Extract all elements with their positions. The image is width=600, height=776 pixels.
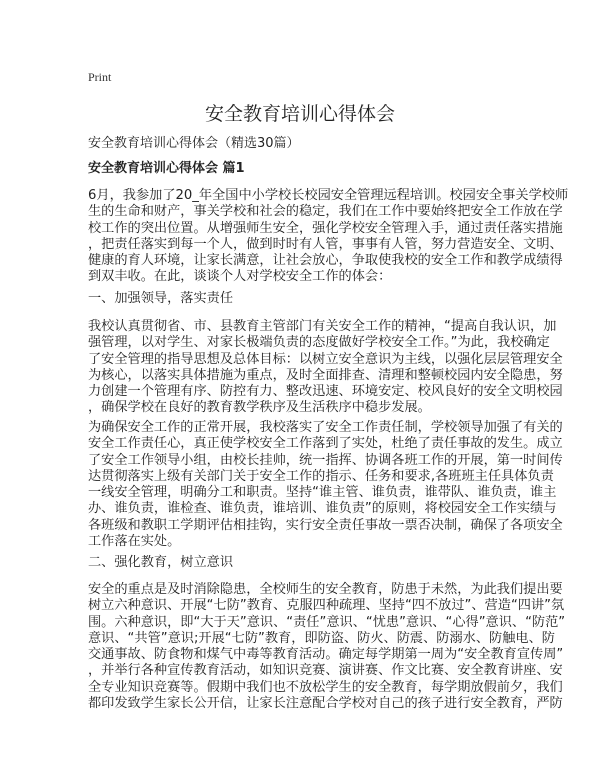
page-title: 安全教育培训心得体会 [204, 103, 395, 125]
subtitle: 安全教育培训心得体会（精选30篇） [88, 136, 300, 151]
text-line: 我校认真贯彻省、市、县教育主管部门有关安全工作的精神，“提高自我认识，加 [88, 319, 557, 334]
section-title [88, 291, 233, 307]
text-line: 为确保安全工作的正常开展，我校落实了安全工作责任制，学校领导加强了有关的 [88, 420, 563, 435]
text-line: 一线安全管理，明确分工和职责。坚持“谁主管、谁负责，谁带队、谁负责，谁主 [88, 485, 557, 501]
text-line: 办、谁负责，谁检查、谁负责，谁培训、谁负责”的原则，将校园安全工作实绩与 [88, 501, 557, 517]
text-line: 了安全管理的指导思想及总体目标：以树立安全意识为主线，以强化层层管理安全 [88, 351, 563, 367]
text-line: 力创建一个管理有序、防控有力、整改迅速、环境安定、校风良好的安全文明校园 [88, 384, 563, 400]
text-line: 各班级和教职工学期评估相挂钩，实行安全责任事故一票否决制，确保了各项安全 [88, 517, 563, 533]
text-line: 校工作的突出位置。从增强师生安全，强化学校安全管理入手，通过责任落实措施 [88, 220, 563, 236]
text-line: 意识、“共管”意识;开展“七防”教育，即防盗、防火、防震、防溺水、防触电、防 [88, 630, 555, 646]
text-line: 了安全工作领导小组，由校长挂帅，统一指挥、协调各班工作的开展，第一时间传 [88, 452, 563, 468]
paragraph [88, 188, 568, 286]
text-line: 强管理，以对学生、对家长极端负责的态度做好学校安全工作。”为此，我校确定 [88, 335, 550, 351]
text-line: ，把责任落实到每一个人，做到时时有人管，事事有人管，努力营造安全、文明、 [88, 236, 563, 252]
text-line: 安全工作责任心，真正使学校安全工作落到了实处，杜绝了责任事故的发生。成立 [88, 436, 563, 452]
text-line: 交通事故、防食物和煤气中毒等教育活动。确定每学期第一周为“安全教育宣传周” [88, 647, 564, 663]
text-line: ，并举行各种宣传教育活动，如知识竞赛、演讲赛、作文比赛、安全教育讲座、安 [88, 663, 563, 679]
paragraph [88, 319, 563, 417]
section-heading: 安全教育培训心得体会 篇1 [88, 161, 245, 176]
text-line: 到双丰收。在此，谈谈个人对学校安全工作的体会： [88, 269, 392, 285]
paragraph [88, 582, 565, 712]
section-title [88, 555, 233, 571]
text-line: 工作落在实处。 [88, 534, 181, 550]
text-line: ，确保学校在良好的教育教学秩序及生活秩序中稳步发展。 [88, 400, 431, 416]
text-line: 全专业知识竞赛等。假期中我们也不放松学生的安全教育，每学期放假前夕，我们 [88, 679, 563, 695]
text-line: 安全的重点是及时消除隐患，全校师生的安全教育，防患于未然，为此我们提出要 [88, 582, 563, 597]
paragraph [88, 420, 563, 550]
text-line: 6月，我参加了20_年全国中小学校长校园安全管理远程培训。校园安全事关学校师 [88, 188, 569, 203]
text-line: 树立六种意识、开展“七防”教育、克服四种疏理、坚持“四不放过”、营造“四讲”氛 [88, 598, 565, 614]
text-line: 二、强化教育，树立意识 [88, 555, 234, 570]
text-line: 为核心，以落实具体措施为重点，及时全面排查、清理和整顿校园内安全隐患，努 [88, 367, 563, 383]
text-line: 围。六种意识，即“大于天”意识、“责任”意识、“忧患”意识、“心得”意识、“防范” [88, 614, 566, 630]
text-line: 都印发致学生家长公开信，让家长注意配合学校对自己的孩子进行安全教育，严防 [88, 696, 563, 712]
text-line: 一、加强领导，落实责任 [88, 291, 234, 306]
text-line: 生的生命和财产，事关学校和社会的稳定，我们在工作中要始终把安全工作放在学 [88, 204, 563, 220]
text-line: 达贯彻落实上级有关部门关于安全工作的指示、任务和要求,各班班主任具体负责 [88, 468, 554, 484]
text-line: 健康的育人环境，让家长满意，让社会放心，争取使我校的安全工作和教学成绩得 [88, 253, 563, 269]
print-link[interactable]: Print [88, 70, 112, 84]
